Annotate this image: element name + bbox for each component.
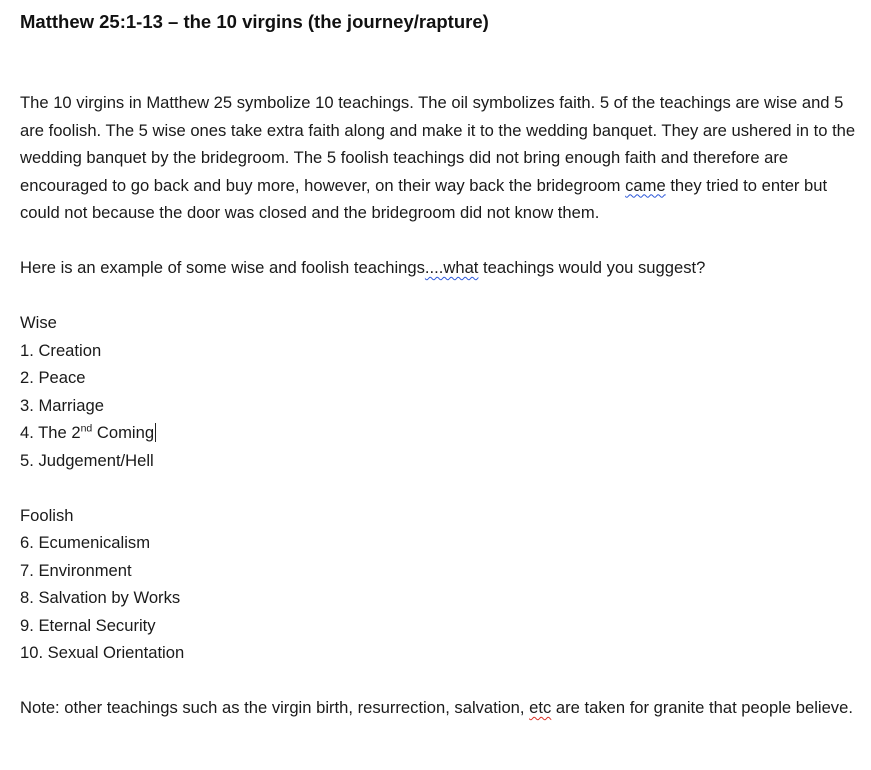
question-text-1: Here is an example of some wise and foolish teachings xyxy=(20,258,425,277)
list-item-suffix: Coming xyxy=(92,423,155,442)
spacer xyxy=(20,282,860,310)
foolish-heading: Foolish xyxy=(20,505,74,525)
document-page xyxy=(20,9,860,722)
grammar-flag-came[interactable]: came xyxy=(625,175,666,195)
spacer xyxy=(20,474,860,502)
list-item: 7. Environment xyxy=(20,560,132,580)
foolish-list xyxy=(20,502,860,667)
spelling-flag-etc[interactable]: etc xyxy=(529,698,552,717)
list-item: 1. Creation xyxy=(20,340,102,360)
note-text-2: are taken for granite that people believe. xyxy=(551,698,853,717)
list-item: 5. Judgement/Hell xyxy=(20,450,154,470)
list-item: 10. Sexual Orientation xyxy=(20,643,185,662)
question-text-2: teachings would you suggest? xyxy=(478,258,706,277)
intro-text-2: they tried to enter but could not because the door was closed and the bridegroom did not know them. xyxy=(20,175,828,222)
spacer xyxy=(20,667,860,695)
spacer xyxy=(20,35,860,89)
list-item: 8. Salvation by Works xyxy=(20,588,181,607)
note-text-1: Note: other teachings such as the virgin birth, resurrection, salvation, xyxy=(20,698,530,717)
list-item: 9. Eternal Security xyxy=(20,615,156,635)
intro-paragraph xyxy=(20,89,860,227)
ordinal-superscript: nd xyxy=(80,422,93,435)
note-paragraph xyxy=(20,694,860,722)
list-item: 3. Marriage xyxy=(20,395,104,415)
spacer xyxy=(20,227,860,255)
list-item: 6. Ecumenicalism xyxy=(20,533,151,552)
list-item-prefix: 4. The 2 xyxy=(20,423,81,442)
document-title: Matthew 25:1-13 – the 10 virgins (the journey/rapture) xyxy=(20,11,489,32)
intro-text-1: The 10 virgins in Matthew 25 symbolize 10 teachings. The oil symbolizes faith. 5 of the teachings are wise and 5 are foolish. The 5 wise ones take extra faith along and make it to the wedding banquet. They are ushered in to the wedding banquet by the bridegroom. The 5 foolish teachings did not bring enough faith and therefore are encouraged to go back and buy more, however, on their way back the bridegroom xyxy=(20,93,856,195)
list-item: 2. Peace xyxy=(20,368,86,387)
grammar-flag-what[interactable]: ....what xyxy=(424,258,479,277)
question-paragraph xyxy=(20,254,860,282)
text-cursor xyxy=(155,423,156,442)
list-item xyxy=(20,419,860,447)
wise-list xyxy=(20,309,860,474)
wise-heading: Wise xyxy=(20,313,57,332)
